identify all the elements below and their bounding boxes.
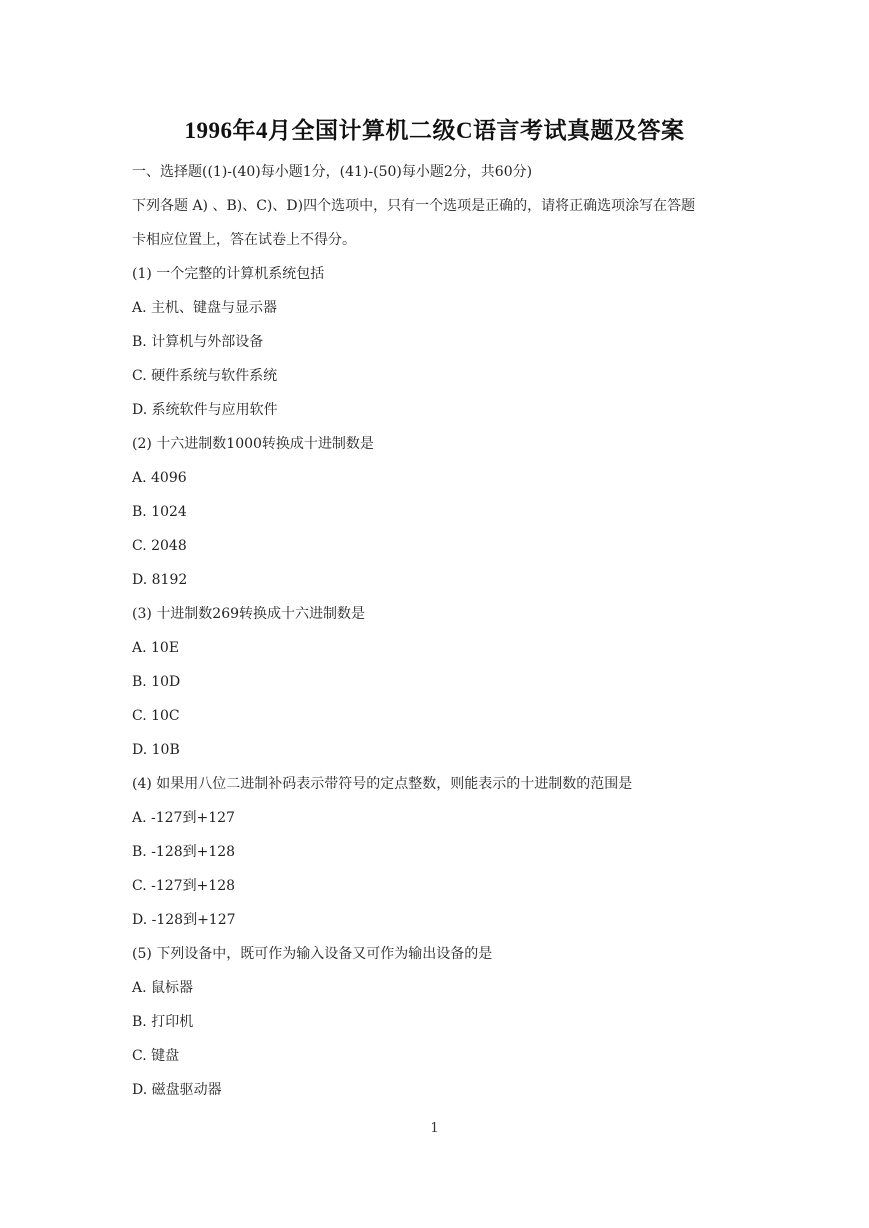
question-1: (1) 一个完整的计算机系统包括 [132,266,325,282]
question-5-option-c: C. 键盘 [132,1048,180,1064]
question-3-option-b: B. 10D [132,674,181,690]
question-3-option-d: D. 10B [132,742,180,758]
document-title: 1996年4月全国计算机二级C语言考试真题及答案 [184,118,685,143]
question-4-option-b: B. -128到+128 [132,844,236,860]
question-5: (5) 下列设备中，既可作为输入设备又可作为输出设备的是 [132,946,493,962]
question-2-option-b: B. 1024 [132,504,187,520]
question-2-option-d: D. 8192 [132,572,188,588]
question-3-option-c: C. 10C [132,708,180,724]
question-1-option-d: D. 系统软件与应用软件 [132,402,278,418]
question-4: (4) 如果用八位二进制补码表示带符号的定点整数，则能表示的十进制数的范围是 [132,776,633,792]
question-1-option-a: A. 主机、键盘与显示器 [132,300,278,316]
instructions-line-2: 卡相应位置上，答在试卷上不得分。 [132,232,356,248]
document-body [132,155,752,1107]
question-1-option-b: B. 计算机与外部设备 [132,334,264,350]
question-3: (3) 十进制数269转换成十六进制数是 [132,606,366,622]
section-heading: 一、选择题((1)-(40)每小题1分，(41)-(50)每小题2分，共60分) [132,164,533,180]
question-5-option-a: A. 鼠标器 [132,980,194,996]
question-4-option-d: D. -128到+127 [132,912,236,928]
page-number: 1 [430,1121,439,1136]
question-5-option-b: B. 打印机 [132,1014,194,1030]
question-2-option-c: C. 2048 [132,538,187,554]
question-2: (2) 十六进制数1000转换成十进制数是 [132,436,374,452]
question-1-option-c: C. 硬件系统与软件系统 [132,368,278,384]
instructions-line-1: 下列各题 A) 、B)、C)、D)四个选项中，只有一个选项是正确的，请将正确选项涂写在答题 [132,198,696,214]
question-5-option-d: D. 磁盘驱动器 [132,1082,222,1098]
question-2-option-a: A. 4096 [132,470,187,486]
question-4-option-c: C. -127到+128 [132,878,236,894]
question-4-option-a: A. -127到+127 [132,810,235,826]
question-3-option-a: A. 10E [132,640,180,656]
